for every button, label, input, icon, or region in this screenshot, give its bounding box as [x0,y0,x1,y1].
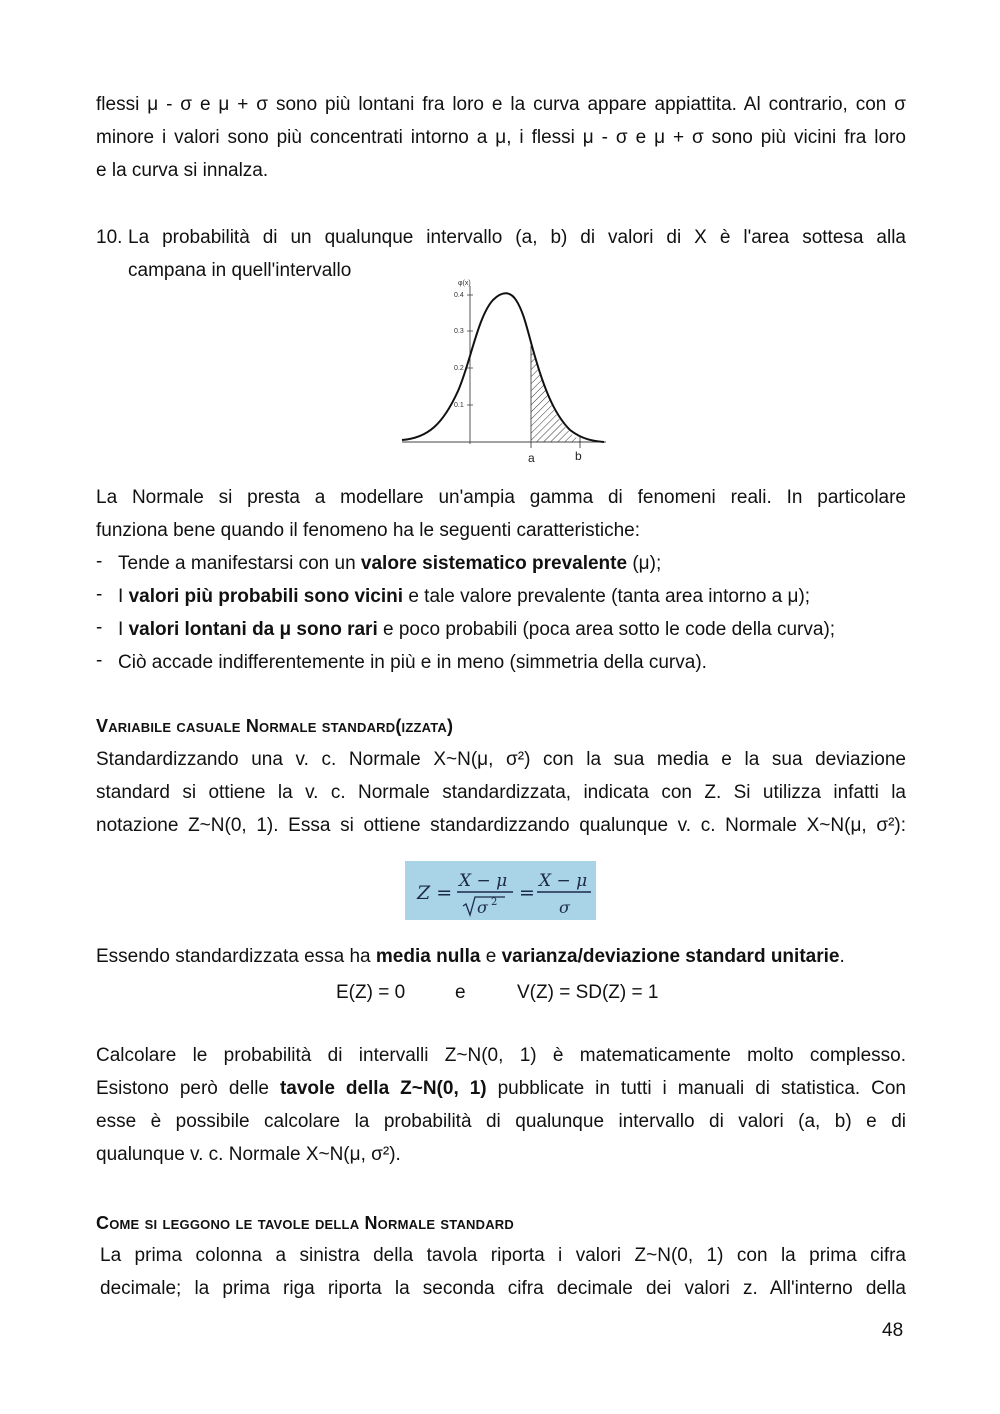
intro-line-3: e la curva si innalza. [96,160,269,181]
x-label-a: a [528,451,535,465]
formula-box [405,861,596,920]
standardization-line-3: notazione Z~N(0, 1). Essa si ottiene standardizzando qualunque v. c. Normale X~N(μ, σ²): [96,815,906,836]
y-tick-label: 0.4 [454,292,464,299]
bell-curve [402,293,604,442]
item-10-line-1: La probabilità di un qualunque intervallo (a, b) di valori di X è l'area sottesa alla [128,227,906,248]
y-axis-label: φ(x) [458,280,471,287]
standardization-line-1: Standardizzando una v. c. Normale X~N(μ, σ²) con la sua media e la sua deviazione [96,749,906,770]
dash-icon: - [96,650,103,671]
normal-curve-figure [398,276,610,468]
tables-line-2: decimale; la prima riga riporta la seconda cifra decimale dei valori z. All'interno della [100,1278,906,1299]
dash-icon: - [96,617,103,638]
calc-line-2: Esistono però delle tavole della Z~N(0, 1) pubblicate in tutti i manuali di statistica. Con [96,1078,906,1099]
list-item: - I valori lontani da μ sono rari e poco probabili (poca area sotto le code della curva); [96,613,906,646]
y-tick-label: 0.2 [454,365,464,372]
section-heading: Variabile casuale Normale standard(izzata) [96,716,454,736]
normal-intro-line-2: funziona bene quando il fenomeno ha le seguenti caratteristiche: [96,520,640,541]
intro-line-1: flessi μ - σ e μ + σ sono più lontani fra loro e la curva appare appiattita. Al contrario, con σ [96,94,906,115]
shaded-area [531,346,580,442]
characteristics-list [96,547,906,679]
list-item: - Ciò accade indifferentemente in più e in meno (simmetria della curva). [96,646,906,679]
section-heading: Come si leggono le tavole della Normale standard [96,1213,514,1233]
standardization-line-2: standard si ottiene la v. c. Normale standardizzata, indicata con Z. Si utilizza infatti la [96,782,906,803]
standardized-properties [96,940,906,973]
list-item: - Tende a manifestarsi con un valore sistematico prevalente (μ); [96,547,906,580]
standardized-line: Essendo standardizzata essa ha media nulla e varianza/deviazione standard unitarie. [96,946,845,967]
page-number: 48 [882,1320,904,1341]
y-tick-label: 0.1 [454,402,464,409]
expectation-value: E(Z) = 0 [336,982,406,1003]
formula-numerator-1: X − μ [459,871,508,891]
svg-text:2: 2 [491,897,498,908]
item-10-line-2: campana in quell'intervallo [128,260,352,281]
formula-numerator-2: X − μ [539,871,588,891]
calc-paragraph [96,1039,906,1171]
calc-line-1: Calcolare le probabilità di intervalli Z~N(0, 1) è matematicamente molto complesso. [96,1045,906,1066]
variance-value: V(Z) = SD(Z) = 1 [517,982,659,1003]
formula-lhs: Z = [417,882,453,904]
tables-line-1: La prima colonna a sinistra della tavola riporta i valori Z~N(0, 1) con la prima cifra [100,1245,906,1266]
tables-paragraph [100,1239,906,1305]
dash-icon: - [96,584,103,605]
calc-line-3: esse è possibile calcolare la probabilità di qualunque intervallo di valori (a, b) e di [96,1111,906,1132]
formula-denominator-2: σ [559,898,570,917]
normal-intro-line-1: La Normale si presta a modellare un'ampia gamma di fenomeni reali. In particolare [96,487,906,508]
intro-line-2: minore i valori sono più concentrati intorno a μ, i flessi μ - σ e μ + σ sono più vicini fra loro [96,127,906,148]
dash-icon: - [96,551,103,572]
standardization-paragraph [96,743,906,842]
calc-line-4: qualunque v. c. Normale X~N(μ, σ²). [96,1144,401,1165]
formula-denominator-1: σ [477,898,488,917]
intro-paragraph [96,88,906,187]
x-label-b: b [575,449,582,463]
list-item: - I valori più probabili sono vicini e tale valore prevalente (tanta area intorno a μ); [96,580,906,613]
formula-equals: = [519,882,535,904]
standardization-formula [405,861,596,920]
y-tick-label: 0.3 [454,328,464,335]
normal-intro-paragraph [96,481,906,547]
item-number: 10. [96,227,123,248]
conjunction: e [455,982,466,1003]
